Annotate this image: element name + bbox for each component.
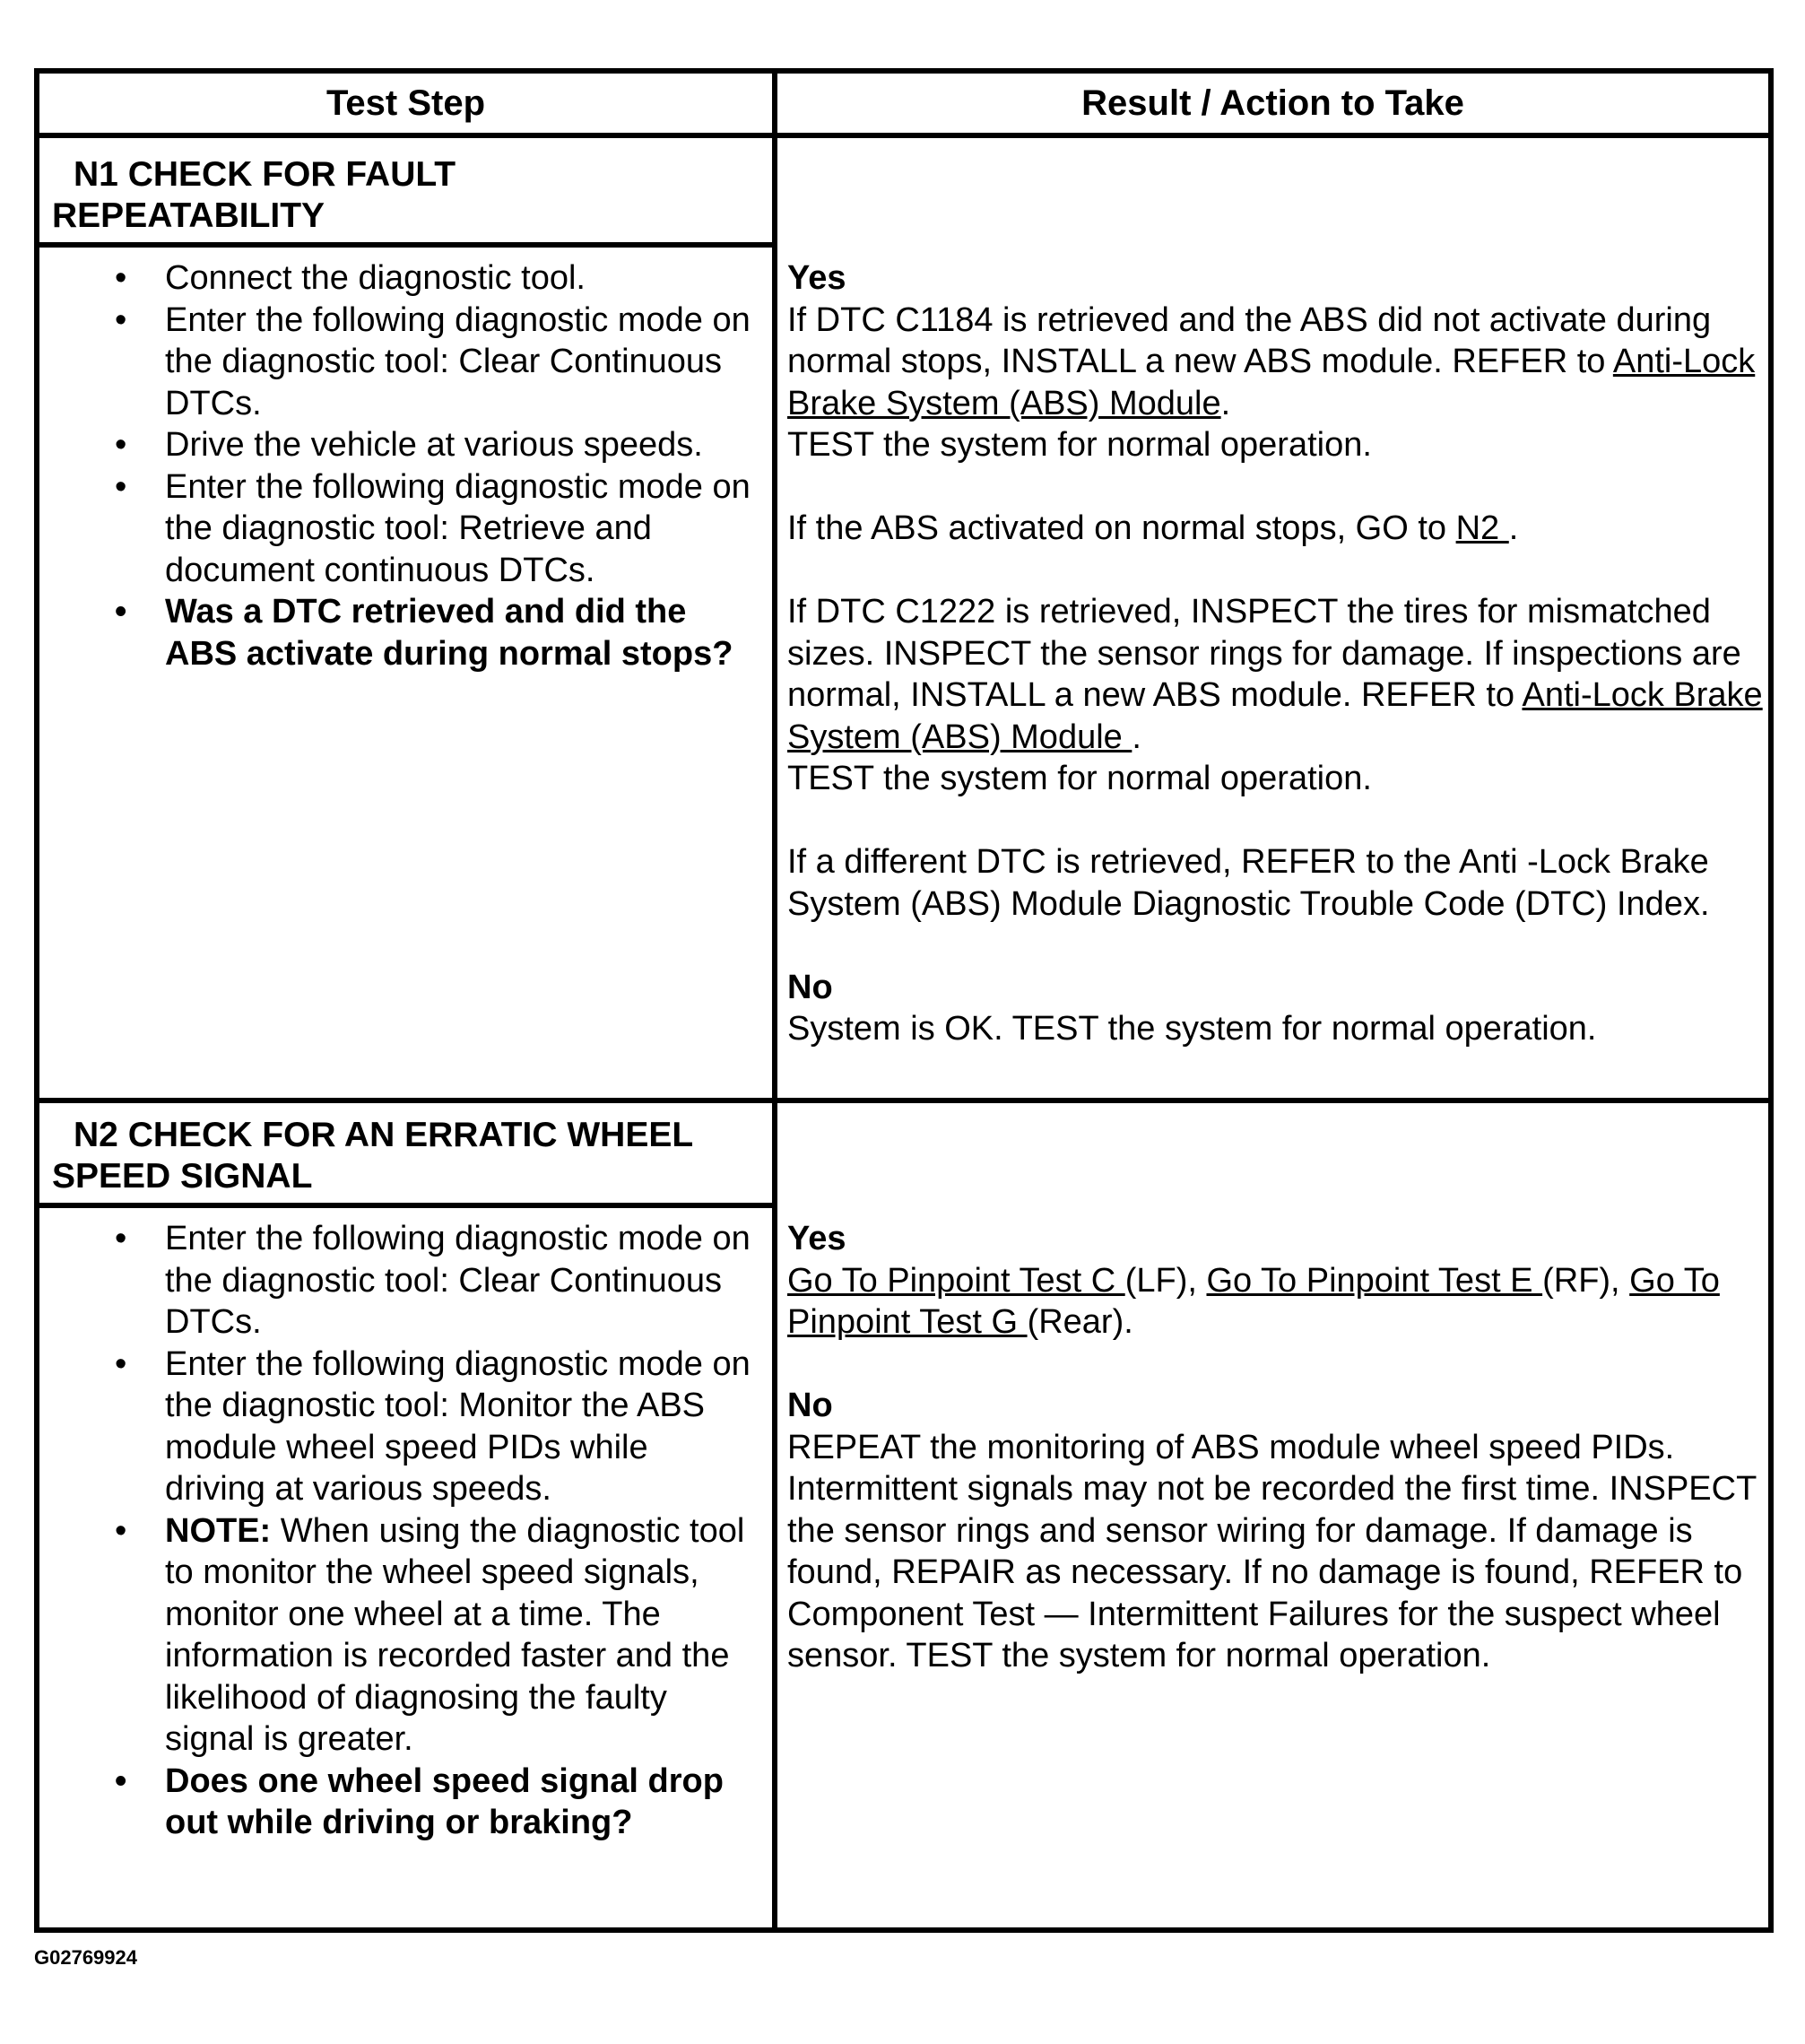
n1-no-text: System is OK. TEST the system for normal operation. xyxy=(787,1010,1597,1048)
n1-title-divider xyxy=(39,242,772,248)
n2-link[interactable]: N2 xyxy=(1455,509,1509,547)
pinpoint-test-g-link[interactable]: Go To Pinpoint Test G xyxy=(787,1261,1720,1341)
n1-title-line2: REPEATABILITY xyxy=(52,196,325,235)
no-label: No xyxy=(787,1387,833,1424)
n1-yes-c1184: If DTC C1184 is retrieved and the ABS did not activate during normal stops, INSTALL a new ABS module. REFER to Anti-Lock Brake System (ABS) Module. xyxy=(787,300,1756,422)
list-item xyxy=(39,1510,757,1761)
no-label: No xyxy=(787,968,833,1006)
n1-yes-activated: If the ABS activated on normal stops, GO to N2 . xyxy=(787,509,1519,547)
list-item: • Was a DTC retrieved and did the ABS activate during normal stops? xyxy=(39,591,757,674)
n2-yes-text: Go To Pinpoint Test C (LF), Go To Pinpoint Test E (RF), Go To Pinpoint Test G (Rear). xyxy=(787,1261,1720,1341)
n2-step-list xyxy=(39,1218,757,1844)
list-item: • Enter the following diagnostic mode on the diagnostic tool: Retrieve and document continuous DTCs. xyxy=(39,466,757,592)
list-item: • Enter the following diagnostic mode on the diagnostic tool: Clear Continuous DTCs. xyxy=(39,300,757,425)
list-item: • Does one wheel speed signal drop out while driving or braking? xyxy=(39,1761,757,1844)
n1-step-list xyxy=(39,257,757,674)
n2-title xyxy=(52,1115,751,1197)
n2-result xyxy=(787,1218,1774,1677)
n2-title-line2: SPEED SIGNAL xyxy=(52,1157,313,1196)
list-item: • Connect the diagnostic tool. xyxy=(39,257,757,300)
note-text: When using the diagnostic tool to monitor the wheel speed signals, monitor one wheel at a time. The information is recorded faster and the likelihood of diagnosing the faulty signal is greater. xyxy=(165,1511,745,1758)
list-item: • Drive the vehicle at various speeds. xyxy=(39,424,757,466)
pinpoint-test-e-link[interactable]: Go To Pinpoint Test E xyxy=(1206,1261,1543,1300)
figure-id: G02769924 xyxy=(34,1946,137,1969)
n1-title xyxy=(52,154,751,237)
column-divider xyxy=(772,74,777,1927)
n1-yes-c1222-test: TEST the system for normal operation. xyxy=(787,760,1372,797)
header-divider xyxy=(39,133,1768,138)
n1-title-line1: N1 CHECK FOR FAULT xyxy=(74,155,456,194)
n2-no-text: REPEAT the monitoring of ABS module wheel speed PIDs. Intermittent signals may not be recorded the first time. INSPECT the sensor rings and sensor wiring for damage. If damage is found, REPAIR as necessary. If no damage is found, REFER to Component Test — Intermittent Failures for the suspect wheel sensor. TEST the system for normal operation. xyxy=(787,1428,1757,1674)
header-result-action: Result / Action to Take xyxy=(1081,83,1464,123)
header-test-step: Test Step xyxy=(325,83,486,123)
n1-yes-c1222: If DTC C1222 is retrieved, INSPECT the tires for mismatched sizes. INSPECT the sensor rings for damage. If inspections are normal, INSTALL a new ABS module. REFER to Anti-Lock Brake System (ABS) Module . xyxy=(787,593,1763,756)
n1-yes-c1184-test: TEST the system for normal operation. xyxy=(787,426,1372,464)
yes-label: Yes xyxy=(787,1220,846,1257)
pinpoint-test-c-link[interactable]: Go To Pinpoint Test C xyxy=(787,1261,1125,1300)
list-item: • Enter the following diagnostic mode on the diagnostic tool: Clear Continuous DTCs. xyxy=(39,1218,757,1344)
abs-module-link[interactable]: Anti-Lock Brake System (ABS) Module xyxy=(787,676,1763,756)
note-label: NOTE: xyxy=(165,1511,272,1550)
abs-module-link[interactable]: Anti-Lock Brake System (ABS) Module xyxy=(787,343,1756,422)
yes-label: Yes xyxy=(787,259,846,297)
row-divider xyxy=(39,1098,1768,1103)
n2-title-divider xyxy=(39,1203,772,1208)
n1-yes-different-dtc: If a different DTC is retrieved, REFER to the Anti -Lock Brake System (ABS) Module Diagnostic Trouble Code (DTC) Index. xyxy=(787,843,1710,923)
n1-result xyxy=(787,257,1774,1050)
n2-title-line1: N2 CHECK FOR AN ERRATIC WHEEL xyxy=(74,1116,694,1154)
diagnostic-table xyxy=(34,68,1774,1933)
list-item: • Enter the following diagnostic mode on the diagnostic tool: Monitor the ABS module wheel speed PIDs while driving at various speeds. xyxy=(39,1344,757,1510)
